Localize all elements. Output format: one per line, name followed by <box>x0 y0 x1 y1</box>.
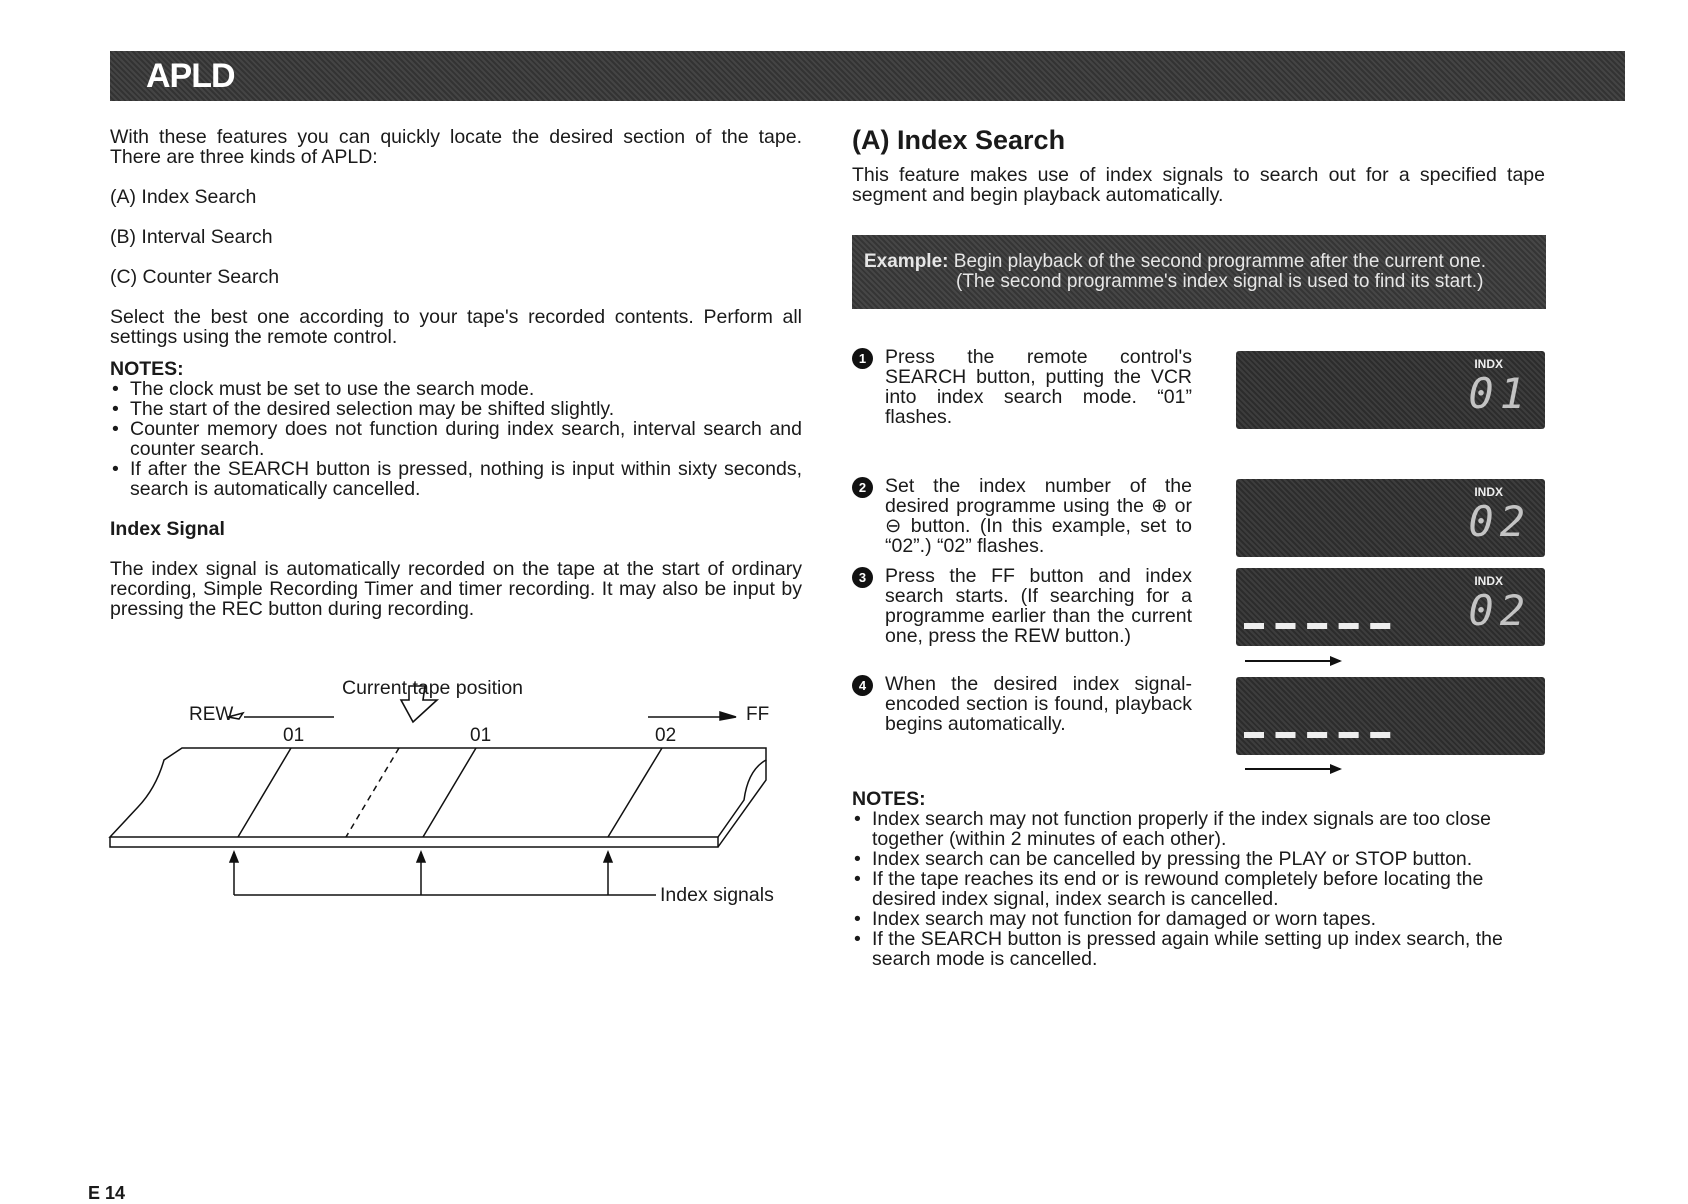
notes-title: NOTES: <box>110 358 184 380</box>
vcr-display-3 <box>1236 568 1545 646</box>
note: • If the SEARCH button is pressed again while setting up index search, the search mode is cancelled. <box>852 929 1532 969</box>
example-line2: (The second programme's index signal is used to find its start.) <box>956 271 1484 292</box>
example-line1: Begin playback of the second programme after the current one. <box>953 251 1487 272</box>
notes-title: NOTES: <box>852 788 926 810</box>
vcr-display-2 <box>1236 479 1545 557</box>
tape-label: 01 <box>470 725 492 746</box>
tape-top <box>110 748 766 837</box>
rew-arrow <box>228 713 334 719</box>
note: • The clock must be set to use the search mode. <box>110 379 802 399</box>
note: • Index search may not function properly if the index signals are too close together (within 2 minutes of each other). <box>852 809 1532 849</box>
index-digits: 02 <box>1468 497 1531 546</box>
note: • If after the SEARCH button is pressed, nothing is input within sixty seconds, search is automatically cancelled. <box>110 459 802 499</box>
kind-c: (C) Counter Search <box>110 266 280 288</box>
index-signals-label: Index signals <box>656 884 774 907</box>
ff-arrow <box>648 712 736 720</box>
current-position-label: Current tape position <box>342 677 524 699</box>
note: • Counter memory does not function during index search, interval search and counter search. <box>110 419 802 459</box>
step-number: 4 <box>852 675 873 696</box>
kind-a: (A) Index Search <box>110 186 257 208</box>
example-label: Example: <box>864 251 949 272</box>
indx-indicator: INDX <box>1474 357 1503 371</box>
left-column <box>110 127 802 619</box>
step-text: Set the index number of the desired programme using the ⊕ or ⊖ button. (In this example, set to “02”.) “02” flashes. <box>885 475 1192 557</box>
example-box <box>852 235 1546 309</box>
note: • Index search may not function for damaged or worn tapes. <box>852 909 1532 929</box>
index-search-intro: This feature makes use of index signals to search out for a specified tape segment and begin playback automatically. <box>852 164 1545 206</box>
tape-label: 01 <box>283 725 305 746</box>
step-number: 1 <box>852 348 873 369</box>
ff-label: FF <box>746 704 770 725</box>
index-digits: 02 <box>1468 586 1531 635</box>
current-position-arrow <box>401 686 437 722</box>
step-3 <box>852 566 1192 646</box>
note: • The start of the desired selection may be shifted slightly. <box>110 399 802 419</box>
step-number: 2 <box>852 477 873 498</box>
step-4 <box>852 674 1192 734</box>
indx-indicator: INDX <box>1474 485 1503 499</box>
index-signal-text: The index signal is automatically recorded on the tape at the start of ordinary recording, Simple Recording Timer and timer recording. It may also be input by pressing the REC button during recording. <box>110 558 802 620</box>
index-signal-title: Index Signal <box>110 518 225 540</box>
rew-label: REW <box>189 704 234 725</box>
play-direction-arrow-icon <box>1245 768 1340 770</box>
vcr-display-1 <box>1236 351 1545 429</box>
tape-motion-indicator: ▬ ▬ ▬ ▬ ▬ <box>1244 721 1394 743</box>
ff-direction-arrow-icon <box>1245 660 1340 662</box>
notes-list <box>852 809 1532 969</box>
page-number: E 14 <box>88 1183 126 1203</box>
step-number: 3 <box>852 567 873 588</box>
index-search-title: (A) Index Search <box>852 125 1066 155</box>
vcr-display-4 <box>1236 677 1545 755</box>
section-header <box>110 51 1625 101</box>
select-text: Select the best one according to your tape's recorded contents. Perform all settings using the remote control. <box>110 306 802 348</box>
intro-text: With these features you can quickly locate the desired section of the tape. There are three kinds of APLD: <box>110 126 802 168</box>
index-digits: 01 <box>1468 369 1531 418</box>
step-text: Press the remote control's SEARCH button, putting the VCR into index search mode. “01” flashes. <box>885 346 1192 428</box>
step-text: Press the FF button and index search starts. (If searching for a programme earlier than the current one, press the REW button.) <box>885 565 1192 647</box>
section-title: APLD <box>146 57 235 95</box>
step-2 <box>852 476 1192 556</box>
tape-diagram <box>108 670 788 920</box>
tape-motion-indicator: ▬ ▬ ▬ ▬ ▬ <box>1244 612 1394 634</box>
note: • Index search can be cancelled by pressing the PLAY or STOP button. <box>852 849 1532 869</box>
tape-label: 02 <box>655 725 677 746</box>
indx-indicator: INDX <box>1474 574 1503 588</box>
step-text: When the desired index signal-encoded section is found, playback begins automatically. <box>885 673 1192 735</box>
notes-list <box>110 379 802 499</box>
right-notes <box>852 789 1532 969</box>
kind-b: (B) Interval Search <box>110 226 273 248</box>
note: • If the tape reaches its end or is rewound completely before locating the desired index signal, index search is cancelled. <box>852 869 1532 909</box>
step-1 <box>852 347 1192 427</box>
tape-drawing <box>108 670 788 920</box>
